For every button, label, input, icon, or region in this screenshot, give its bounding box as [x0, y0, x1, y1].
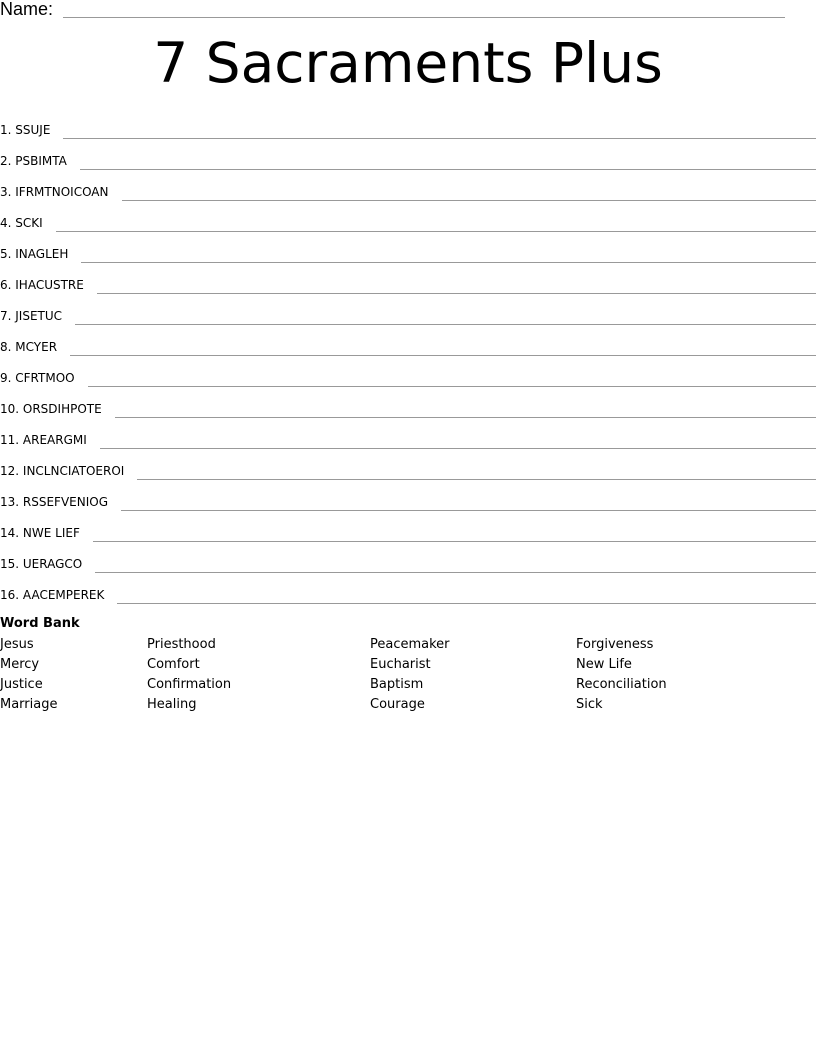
answer-line[interactable] [115, 417, 816, 418]
question-row-14 [0, 515, 816, 546]
word-bank-word: Priesthood [147, 637, 216, 652]
question-row-13 [0, 484, 816, 515]
word-bank-word: Sick [576, 697, 603, 712]
word-bank-word: Justice [0, 677, 43, 692]
question-row-8 [0, 329, 816, 360]
question-row-11 [0, 422, 816, 453]
word-bank-word: Courage [370, 697, 425, 712]
question-label: 16. AACEMPEREK [0, 588, 105, 602]
question-row-3 [0, 174, 816, 205]
answer-line[interactable] [137, 479, 816, 480]
answer-line[interactable] [88, 386, 816, 387]
word-bank-title: Word Bank [0, 616, 80, 631]
question-list [0, 112, 816, 608]
answer-line[interactable] [121, 510, 816, 511]
question-label: 5. INAGLEH [0, 247, 69, 261]
word-bank-word: Healing [147, 697, 197, 712]
word-bank-column-3 [370, 635, 450, 715]
question-row-9 [0, 360, 816, 391]
word-bank-word: Eucharist [370, 657, 431, 672]
word-bank-word: Forgiveness [576, 637, 654, 652]
word-bank-grid [0, 635, 816, 715]
question-label: 15. UERAGCO [0, 557, 83, 571]
word-bank-word: Baptism [370, 677, 424, 692]
question-row-2 [0, 143, 816, 174]
question-row-10 [0, 391, 816, 422]
question-label: 12. INCLNCIATOEROI [0, 464, 125, 478]
question-label: 1. SSUJE [0, 123, 51, 137]
question-row-12 [0, 453, 816, 484]
word-bank [0, 615, 816, 715]
question-row-7 [0, 298, 816, 329]
question-row-15 [0, 546, 816, 577]
question-label: 7. JISETUC [0, 309, 63, 323]
word-bank-column-2 [147, 635, 231, 715]
question-row-16 [0, 577, 816, 608]
answer-line[interactable] [122, 200, 816, 201]
question-label: 9. CFRTMOO [0, 371, 75, 385]
answer-line[interactable] [81, 262, 816, 263]
answer-line[interactable] [80, 169, 816, 170]
answer-line[interactable] [100, 448, 816, 449]
word-bank-word: Confirmation [147, 677, 232, 692]
answer-line[interactable] [56, 231, 816, 232]
word-bank-word: Reconciliation [576, 677, 667, 692]
word-bank-column-4 [576, 635, 667, 715]
answer-line[interactable] [63, 138, 816, 139]
word-bank-word: Marriage [0, 697, 58, 712]
word-bank-word: New Life [576, 657, 632, 672]
question-row-5 [0, 236, 816, 267]
page-title: 7 Sacraments Plus [153, 31, 663, 95]
question-label: 13. RSSEFVENIOG [0, 495, 109, 509]
question-row-4 [0, 205, 816, 236]
word-bank-word: Peacemaker [370, 637, 450, 652]
answer-line[interactable] [97, 293, 816, 294]
question-label: 2. PSBIMTA [0, 154, 67, 168]
name-answer-line[interactable] [63, 17, 785, 18]
question-label: 14. NWE LIEF [0, 526, 80, 540]
question-label: 8. MCYER [0, 340, 58, 354]
name-row [0, 0, 790, 20]
answer-line[interactable] [117, 603, 816, 604]
question-row-6 [0, 267, 816, 298]
question-label: 6. IHACUSTRE [0, 278, 84, 292]
question-label: 11. AREARGMI [0, 433, 87, 447]
question-label: 3. IFRMTNOICOAN [0, 185, 109, 199]
answer-line[interactable] [95, 572, 816, 573]
name-label: Name: [0, 0, 54, 19]
word-bank-word: Comfort [147, 657, 200, 672]
question-label: 10. ORSDIHPOTE [0, 402, 102, 416]
word-bank-column-1 [0, 635, 57, 715]
word-bank-word: Mercy [0, 657, 40, 672]
answer-line[interactable] [70, 355, 816, 356]
answer-line[interactable] [75, 324, 816, 325]
question-row-1 [0, 112, 816, 143]
question-label: 4. SCKI [0, 216, 43, 230]
answer-line[interactable] [93, 541, 816, 542]
word-bank-word: Jesus [0, 637, 34, 652]
